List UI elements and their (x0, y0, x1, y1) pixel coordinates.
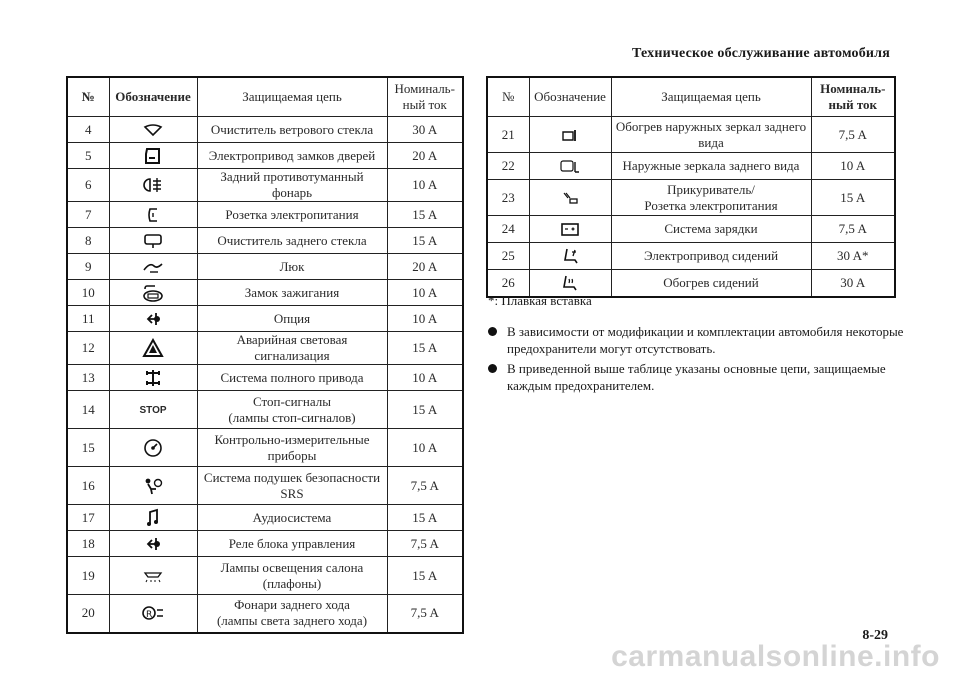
table-row (67, 365, 463, 391)
rated-current: 7,5 A (811, 216, 895, 243)
svg-text:R: R (146, 610, 153, 621)
table-row (67, 332, 463, 365)
table-row (67, 117, 463, 143)
fuse-number: 9 (67, 254, 109, 280)
control-relay-icon (109, 531, 197, 557)
table-row (67, 505, 463, 531)
protected-circuit: Лампы освещения салона (плафоны) (197, 557, 387, 595)
col-header-rating: Номиналь- ный ток (387, 77, 463, 117)
fuse-number: 8 (67, 228, 109, 254)
fuse-number: 21 (487, 117, 529, 153)
bullet-dot-icon (488, 327, 497, 336)
protected-circuit: Розетка электропитания (197, 202, 387, 228)
protected-circuit: Замок зажигания (197, 280, 387, 306)
table-row (67, 280, 463, 306)
audio-icon (109, 505, 197, 531)
protected-circuit: Аудиосистема (197, 505, 387, 531)
table-row (487, 117, 895, 153)
fuse-number: 5 (67, 143, 109, 169)
col-header-symbol: Обозначение (109, 77, 197, 117)
table-row (67, 429, 463, 467)
protected-circuit: Прикуриватель/ Розетка электропитания (611, 180, 811, 216)
protected-circuit: Наружные зеркала заднего вида (611, 153, 811, 180)
battery-icon (529, 216, 611, 243)
protected-circuit: Электропривод замков дверей (197, 143, 387, 169)
rated-current: 30 A (811, 270, 895, 297)
hazard-icon (109, 332, 197, 365)
fuse-number: 17 (67, 505, 109, 531)
bullet-dot-icon (488, 364, 497, 373)
fuse-number: 12 (67, 332, 109, 365)
table-row (67, 391, 463, 429)
protected-circuit: Аварийная световая сигнализация (197, 332, 387, 365)
fuse-number: 18 (67, 531, 109, 557)
protected-circuit: Электропривод сидений (611, 243, 811, 270)
fuse-number: 23 (487, 180, 529, 216)
rated-current: 10 A (387, 365, 463, 391)
note-text: В зависимости от модификации и комплектации автомобиля некоторые предохранители могут отсутствовать. (507, 324, 904, 356)
stop-icon: STOP (139, 404, 167, 416)
protected-circuit: Стоп-сигналы (лампы стоп-сигналов) (197, 391, 387, 429)
rated-current: 15 A (387, 202, 463, 228)
fuse-number: 25 (487, 243, 529, 270)
rated-current: 10 A (811, 153, 895, 180)
rated-current: 15 A (387, 228, 463, 254)
fuse-number: 15 (67, 429, 109, 467)
power-outlet-icon (109, 202, 197, 228)
fuse-number: 13 (67, 365, 109, 391)
protected-circuit: Люк (197, 254, 387, 280)
interior-lamp-icon (109, 557, 197, 595)
rated-current: 10 A (387, 429, 463, 467)
rated-current: 15 A (811, 180, 895, 216)
rated-current: 7,5 A (387, 531, 463, 557)
option-icon (109, 306, 197, 332)
fuse-number: 16 (67, 467, 109, 505)
note-bullet (488, 360, 908, 394)
power-seat-icon (529, 243, 611, 270)
table-row (67, 595, 463, 633)
right-fuse-table (486, 76, 896, 298)
protected-circuit: Обогрев сидений (611, 270, 811, 297)
rated-current: 7,5 A (811, 117, 895, 153)
rated-current: 30 A* (811, 243, 895, 270)
protected-circuit: Опция (197, 306, 387, 332)
rated-current: 7,5 A (387, 467, 463, 505)
watermark: carmanualsonline.info (611, 640, 940, 673)
4wd-icon (109, 365, 197, 391)
table-row (67, 202, 463, 228)
protected-circuit: Реле блока управления (197, 531, 387, 557)
protected-circuit: Задний противотуманный фонарь (197, 169, 387, 202)
col-header-symbol: Обозначение (529, 77, 611, 117)
fuse-number: 24 (487, 216, 529, 243)
gauge-icon (109, 429, 197, 467)
footnote: *: Плавкая вставка (488, 293, 592, 308)
fuse-number: 7 (67, 202, 109, 228)
fuse-number: 10 (67, 280, 109, 306)
col-header-circuit: Защищаемая цепь (611, 77, 811, 117)
rated-current: 10 A (387, 280, 463, 306)
fuse-number: 19 (67, 557, 109, 595)
page-number: 8-29 (862, 628, 888, 643)
rear-wiper-icon (109, 228, 197, 254)
table-header-row (67, 77, 463, 117)
table-row (67, 467, 463, 505)
airbag-icon (109, 467, 197, 505)
col-header-circuit: Защищаемая цепь (197, 77, 387, 117)
notes-section (488, 292, 908, 397)
table-row (487, 153, 895, 180)
rated-current: 10 A (387, 169, 463, 202)
note-text: В приведенной выше таблице указаны основные цепи, защищаемые каждым предохранителем. (507, 361, 886, 393)
reverse-light-icon (109, 595, 197, 633)
fuse-number: 11 (67, 306, 109, 332)
table-row (67, 169, 463, 202)
fuse-number: 6 (67, 169, 109, 202)
table-row (67, 557, 463, 595)
symbol-cell (109, 391, 197, 429)
left-fuse-table (66, 76, 464, 634)
table-row (487, 180, 895, 216)
col-header-number: № (487, 77, 529, 117)
protected-circuit: Система подушек безопасности SRS (197, 467, 387, 505)
protected-circuit: Обогрев наружных зеркал заднего вида (611, 117, 811, 153)
col-header-rating: Номиналь- ный ток (811, 77, 895, 117)
table-row (487, 216, 895, 243)
table-row (67, 306, 463, 332)
fuse-number: 20 (67, 595, 109, 633)
table-row (67, 143, 463, 169)
protected-circuit: Система зарядки (611, 216, 811, 243)
protected-circuit: Фонари заднего хода (лампы света заднего хода) (197, 595, 387, 633)
windshield-washer-icon (109, 117, 197, 143)
table-row (67, 531, 463, 557)
protected-circuit: Очиститель заднего стекла (197, 228, 387, 254)
rated-current: 15 A (387, 505, 463, 531)
mirror-heater-icon (529, 117, 611, 153)
rated-current: 20 A (387, 143, 463, 169)
outside-mirror-icon (529, 153, 611, 180)
rated-current: 15 A (387, 557, 463, 595)
table-row (487, 243, 895, 270)
table-row (67, 228, 463, 254)
fuse-number: 26 (487, 270, 529, 297)
fuse-number: 14 (67, 391, 109, 429)
rated-current: 15 A (387, 332, 463, 365)
fuse-number: 22 (487, 153, 529, 180)
protected-circuit: Очиститель ветрового стекла (197, 117, 387, 143)
page-header: Техническое обслуживание автомобиля (632, 46, 890, 61)
col-header-number: № (67, 77, 109, 117)
rear-fog-light-icon (109, 169, 197, 202)
table-header-row (487, 77, 895, 117)
protected-circuit: Система полного привода (197, 365, 387, 391)
cigarette-lighter-icon (529, 180, 611, 216)
table-row (67, 254, 463, 280)
sunroof-icon (109, 254, 197, 280)
rated-current: 20 A (387, 254, 463, 280)
note-bullet (488, 323, 908, 357)
fuse-number: 4 (67, 117, 109, 143)
rated-current: 10 A (387, 306, 463, 332)
rated-current: 15 A (387, 391, 463, 429)
rated-current: 30 A (387, 117, 463, 143)
rated-current: 7,5 A (387, 595, 463, 633)
ignition-lock-icon (109, 280, 197, 306)
protected-circuit: Контрольно-измерительные приборы (197, 429, 387, 467)
door-lock-icon (109, 143, 197, 169)
